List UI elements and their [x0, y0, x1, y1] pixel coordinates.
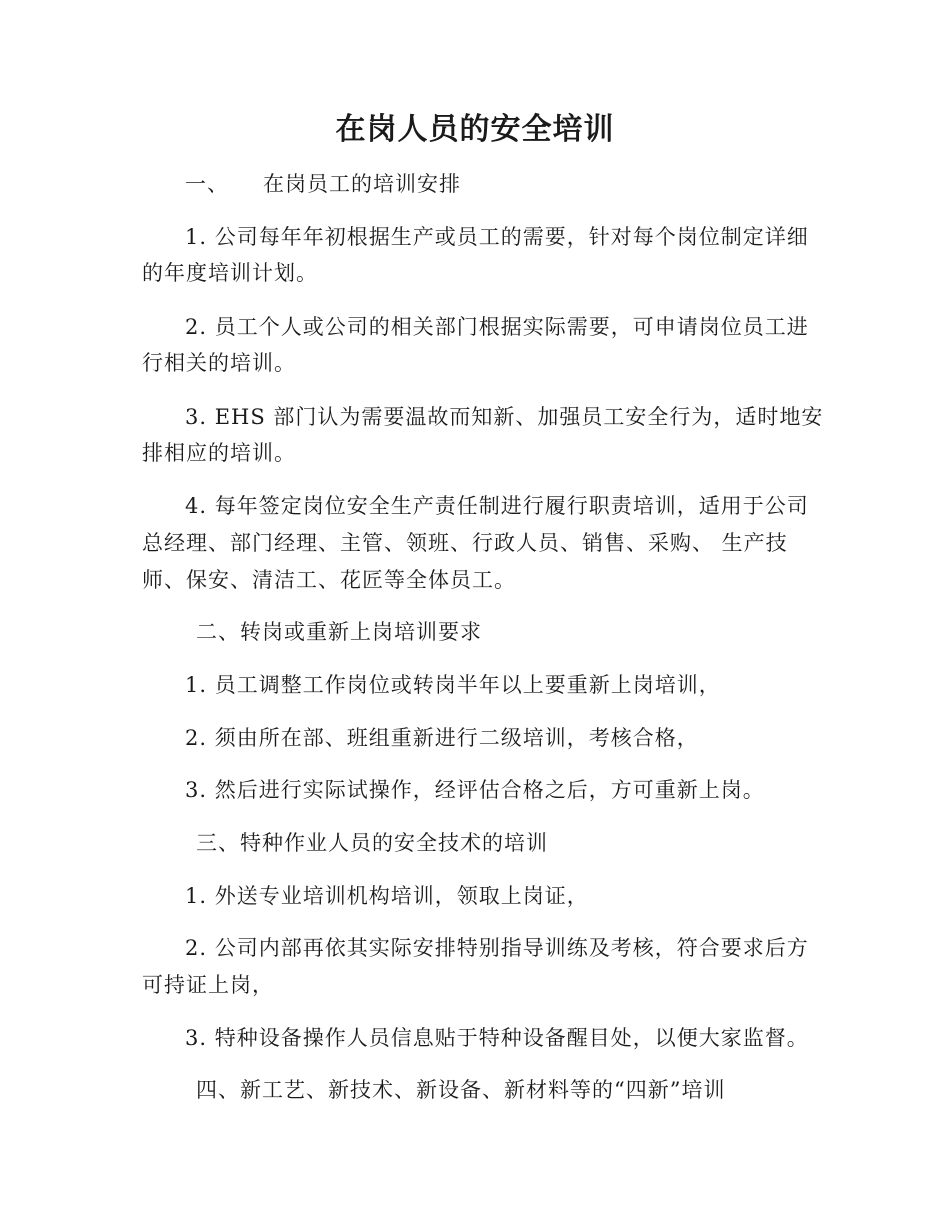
section-1-heading	[185, 170, 860, 198]
paragraph-line: 3. 然后进行实际试操作，经评估合格之后，方可重新上岗。	[185, 778, 765, 802]
paragraph-line: 2. 公司内部再依其实际安排特别指导训练及考核，符合要求后方	[185, 936, 809, 960]
paragraph-line: 师、保安、清洁工、花匠等全体员工。	[142, 568, 516, 592]
section-1-heading-text: 在岗员工的培训安排	[263, 172, 461, 196]
paragraph-line: 3. EHS 部门认为需要温故而知新、加强员工安全行为，适时地安	[185, 405, 824, 429]
paragraph-line: 可持证上岗，	[142, 973, 274, 997]
section-1-number: 一、	[185, 172, 229, 196]
paragraph-line: 排相应的培训。	[142, 441, 296, 465]
paragraph-line: 2. 须由所在部、班组重新进行二级培训，考核合格，	[185, 726, 699, 750]
paragraph-line: 2. 员工个人或公司的相关部门根据实际需要，可申请岗位员工进	[185, 315, 809, 339]
paragraph-line: 3. 特种设备操作人员信息贴于特种设备醒目处，以便大家监督。	[185, 1026, 809, 1050]
paragraph-line: 的年度培训计划。	[142, 261, 318, 285]
section-4-heading: 四、新工艺、新技术、新设备、新材料等的“四新”培训	[196, 1078, 726, 1102]
paragraph-line: 1. 员工调整工作岗位或转岗半年以上要重新上岗培训，	[185, 673, 721, 697]
section-2-heading: 二、转岗或重新上岗培训要求	[196, 620, 482, 644]
paragraph-line: 行相关的培训。	[142, 351, 296, 375]
paragraph-line: 总经理、部门经理、主管、领班、行政人员、销售、采购、 生产技	[142, 531, 788, 555]
paragraph-line: 1. 外送专业培训机构培训，领取上岗证，	[185, 884, 589, 908]
paragraph-line: 1. 公司每年年初根据生产或员工的需要，针对每个岗位制定详细	[185, 225, 809, 249]
section-3-heading: 三、特种作业人员的安全技术的培训	[196, 831, 548, 855]
paragraph-line: 4. 每年签定岗位安全生产责任制进行履行职责培训，适用于公司	[185, 494, 809, 518]
page-title: 在岗人员的安全培训	[335, 112, 615, 147]
